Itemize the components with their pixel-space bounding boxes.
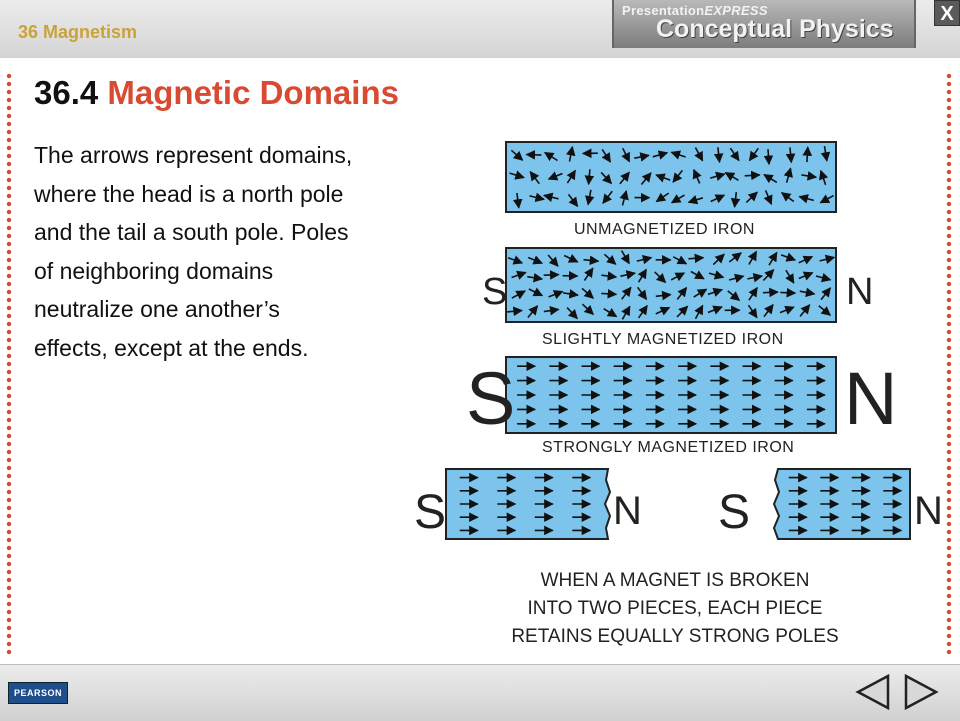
south-pole-label-strong: S bbox=[466, 357, 515, 440]
north-pole-label-slight: N bbox=[846, 271, 873, 313]
right-dotted-border bbox=[946, 72, 952, 657]
caption-slightly-magnetized: SLIGHTLY MAGNETIZED IRON bbox=[542, 331, 784, 348]
slide-title bbox=[34, 74, 399, 112]
next-slide-button[interactable] bbox=[902, 672, 942, 712]
pearson-logo: PEARSON bbox=[8, 682, 68, 704]
caption-broken-line-1: WHEN A MAGNET IS BROKEN bbox=[541, 570, 810, 591]
domain-arrow bbox=[688, 258, 703, 259]
brand-name: Conceptual Physics bbox=[656, 15, 894, 44]
chapter-title: 36 Magnetism bbox=[18, 22, 137, 43]
close-button[interactable]: X bbox=[934, 0, 960, 26]
slightly-magnetized-bar bbox=[506, 248, 836, 322]
domain-arrow bbox=[745, 175, 760, 176]
section-name: Magnetic Domains bbox=[107, 74, 399, 111]
left-dotted-border bbox=[6, 72, 12, 657]
previous-slide-button[interactable] bbox=[852, 672, 892, 712]
domain-arrow bbox=[807, 147, 808, 162]
domain-arrow bbox=[768, 149, 769, 164]
north-pole-label-strong: N bbox=[844, 357, 897, 440]
next-arrow-icon bbox=[906, 676, 936, 708]
previous-arrow-icon bbox=[858, 676, 888, 708]
brand-logo bbox=[612, 0, 916, 48]
domain-arrow bbox=[763, 292, 778, 293]
domain-arrow bbox=[780, 292, 795, 293]
body-paragraph: The arrows represent domains, where the head is a north pole and the tail a south pole. Poles of neighboring domains neutralize one another’s effects, except at the ends. bbox=[34, 136, 354, 367]
section-number: 36.4 bbox=[34, 74, 98, 111]
domain-arrow bbox=[544, 275, 559, 276]
caption-strongly-magnetized: STRONGLY MAGNETIZED IRON bbox=[542, 439, 794, 456]
brand-tagline: PresentationEXPRESS bbox=[622, 3, 768, 18]
header-bar bbox=[0, 0, 960, 58]
caption-unmagnetized: UNMAGNETIZED IRON bbox=[574, 221, 755, 238]
domain-arrow bbox=[526, 155, 541, 156]
footer-bar bbox=[0, 664, 960, 721]
north-pole-label-left-piece: N bbox=[613, 489, 642, 533]
north-pole-label-right-piece: N bbox=[914, 489, 943, 533]
south-pole-label-right-piece: S bbox=[718, 486, 750, 539]
domain-arrow bbox=[601, 293, 616, 294]
caption-broken-line-3: RETAINS EQUALLY STRONG POLES bbox=[511, 626, 838, 647]
south-pole-label-left-piece: S bbox=[414, 486, 446, 539]
magnetic-domains-illustration bbox=[400, 130, 940, 652]
south-pole-label-slight: S bbox=[482, 271, 507, 313]
caption-broken-line-2: INTO TWO PIECES, EACH PIECE bbox=[528, 598, 823, 619]
